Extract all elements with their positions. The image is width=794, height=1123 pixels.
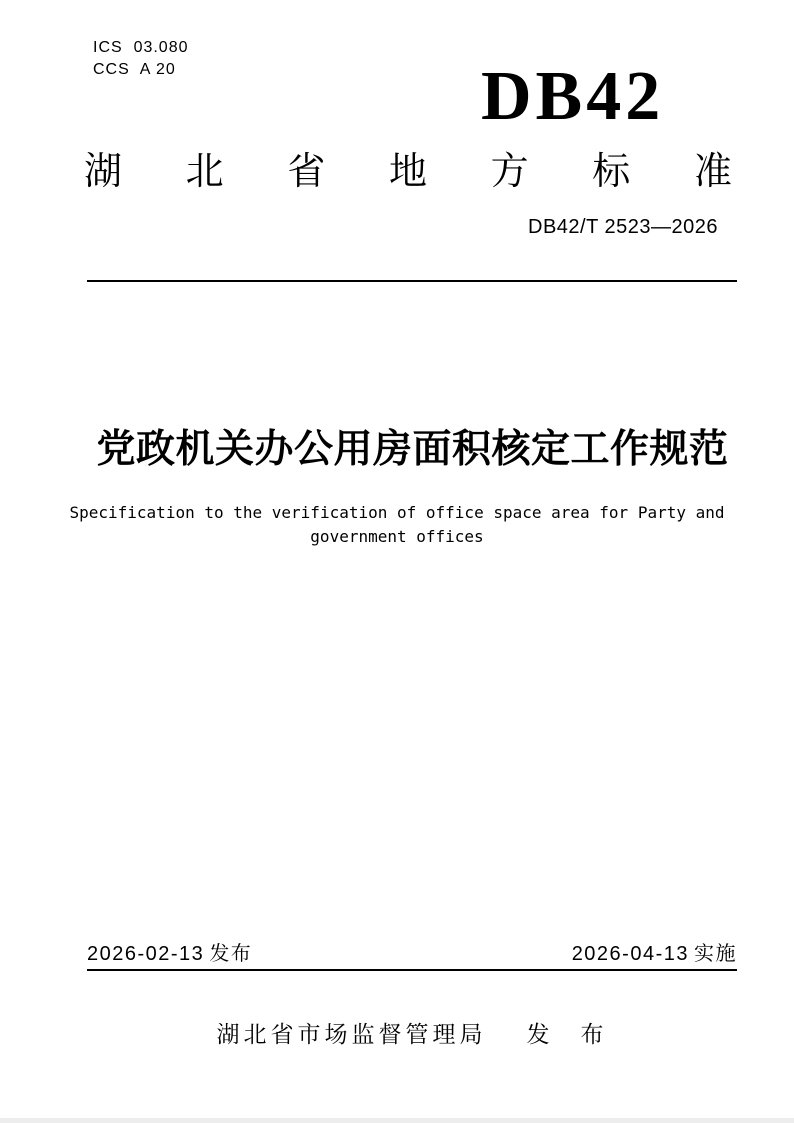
- title-english-line2: government offices: [310, 527, 484, 546]
- title-english-line1: Specification to the verification of office space area for Party and: [69, 503, 725, 522]
- publisher-row: [87, 1021, 737, 1049]
- publish-label: 发 布: [526, 1021, 608, 1047]
- dates-row: [87, 944, 737, 964]
- header-rule: [87, 280, 737, 282]
- issue-date-group: [87, 944, 252, 964]
- document-title-english: [48, 501, 746, 549]
- implementation-date-group: [572, 944, 737, 964]
- standard-code-logo: DB42: [481, 58, 665, 135]
- issue-label: 发布: [209, 943, 253, 965]
- page-bottom-edge: [0, 1118, 794, 1123]
- publisher-name: 湖北省市场监督管理局: [216, 1021, 487, 1047]
- footer-rule: [87, 969, 737, 971]
- implementation-label: 实施: [694, 943, 737, 965]
- implementation-date: 2026-04-13: [571, 943, 689, 965]
- ics-classification-code: ICS 03.080: [93, 39, 189, 56]
- document-number: DB42/T 2523—2026: [528, 216, 718, 238]
- standard-name: 湖 北 省 地 方 标 准: [84, 151, 732, 193]
- issue-date: 2026-02-13: [87, 943, 205, 965]
- document-title-chinese: 党政机关办公用房面积核定工作规范: [96, 428, 729, 471]
- ccs-classification-code: CCS A 20: [93, 61, 176, 78]
